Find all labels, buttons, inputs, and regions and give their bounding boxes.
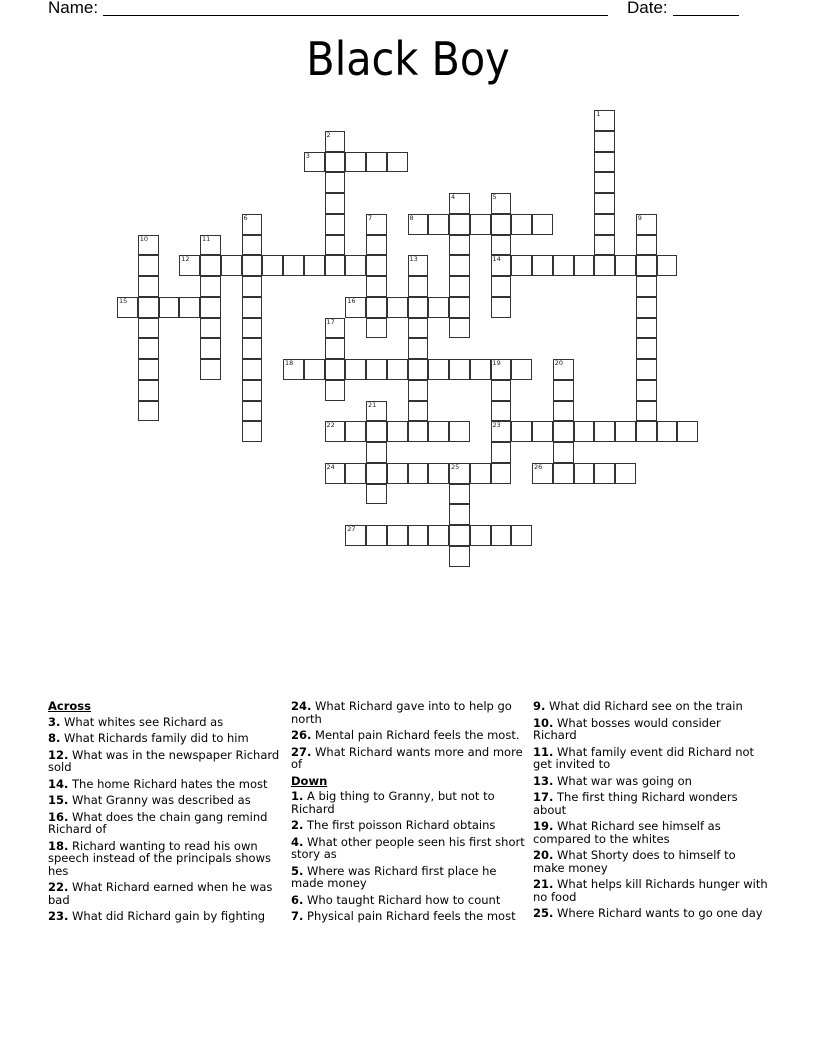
grid-cell[interactable] bbox=[636, 214, 657, 235]
grid-cell[interactable] bbox=[304, 255, 325, 276]
grid-cell[interactable] bbox=[428, 359, 449, 380]
grid-cell[interactable] bbox=[138, 380, 159, 401]
grid-cell[interactable] bbox=[325, 463, 346, 484]
clue-number-label: 1. bbox=[291, 789, 304, 803]
grid-cell[interactable] bbox=[532, 255, 553, 276]
grid-cell[interactable] bbox=[491, 463, 512, 484]
grid-cell[interactable] bbox=[553, 255, 574, 276]
grid-cell[interactable] bbox=[200, 297, 221, 318]
grid-cell[interactable] bbox=[657, 421, 678, 442]
grid-cell[interactable] bbox=[553, 442, 574, 463]
clue-item bbox=[533, 717, 768, 742]
grid-cell[interactable] bbox=[366, 442, 387, 463]
grid-cell[interactable] bbox=[138, 297, 159, 318]
clue-number-label: 11. bbox=[533, 744, 554, 759]
clue-number-label: 7. bbox=[291, 909, 304, 923]
clue-number: 24 bbox=[326, 462, 335, 471]
grid-cell[interactable] bbox=[511, 421, 532, 442]
clue-number: 25 bbox=[451, 462, 460, 471]
clues-column-2 bbox=[291, 700, 526, 927]
clue-text: Who taught Richard how to count bbox=[303, 892, 501, 907]
clue-number-label: 17. bbox=[533, 790, 554, 804]
grid-cell[interactable] bbox=[366, 214, 387, 235]
clue-number-label: 25. bbox=[533, 906, 554, 920]
clue-number-label: 5. bbox=[291, 863, 304, 878]
grid-cell[interactable] bbox=[138, 401, 159, 422]
grid-cell[interactable] bbox=[345, 297, 366, 318]
clue-text: What was in the newspaper Richard sold bbox=[48, 747, 280, 774]
clue-number: 2 bbox=[326, 130, 331, 139]
grid-cell[interactable] bbox=[594, 255, 615, 276]
grid-cell[interactable] bbox=[325, 172, 346, 193]
grid-cell[interactable] bbox=[366, 484, 387, 505]
clue-text: Where Richard wants to go one day bbox=[553, 906, 763, 920]
grid-cell[interactable] bbox=[677, 421, 698, 442]
grid-cell[interactable] bbox=[636, 297, 657, 318]
clue-text: The first thing Richard wonders about bbox=[533, 790, 738, 817]
clue-item bbox=[533, 746, 768, 771]
clue-number-label: 21. bbox=[533, 877, 554, 891]
grid-cell[interactable] bbox=[325, 318, 346, 339]
grid-cell[interactable] bbox=[449, 193, 470, 214]
grid-cell[interactable] bbox=[491, 297, 512, 318]
grid-cell[interactable] bbox=[449, 255, 470, 276]
grid-cell[interactable] bbox=[636, 421, 657, 442]
grid-cell[interactable] bbox=[428, 525, 449, 546]
grid-cell[interactable] bbox=[138, 235, 159, 256]
grid-cell[interactable] bbox=[449, 421, 470, 442]
grid-cell[interactable] bbox=[594, 421, 615, 442]
grid-cell[interactable] bbox=[491, 401, 512, 422]
across-heading: Across bbox=[48, 699, 91, 713]
clue-number-label: 14. bbox=[48, 776, 69, 791]
clue-text: Physical pain Richard feels the most bbox=[303, 909, 516, 923]
clue-item bbox=[48, 749, 283, 774]
clue-number: 16 bbox=[347, 296, 356, 305]
grid-cell[interactable] bbox=[594, 214, 615, 235]
grid-cell[interactable] bbox=[511, 525, 532, 546]
grid-cell[interactable] bbox=[242, 359, 263, 380]
grid-cell[interactable] bbox=[304, 152, 325, 173]
grid-cell[interactable] bbox=[242, 338, 263, 359]
grid-cell[interactable] bbox=[594, 152, 615, 173]
grid-cell[interactable] bbox=[408, 380, 429, 401]
grid-cell[interactable] bbox=[449, 359, 470, 380]
clue-item bbox=[291, 894, 526, 907]
grid-cell[interactable] bbox=[408, 421, 429, 442]
clue-number: 3 bbox=[305, 151, 310, 160]
grid-cell[interactable] bbox=[491, 193, 512, 214]
grid-cell[interactable] bbox=[408, 297, 429, 318]
grid-cell[interactable] bbox=[325, 255, 346, 276]
grid-cell[interactable] bbox=[657, 255, 678, 276]
clue-text: Mental pain Richard feels the most. bbox=[311, 728, 520, 742]
grid-cell[interactable] bbox=[138, 359, 159, 380]
grid-cell[interactable] bbox=[138, 255, 159, 276]
clue-number-label: 2. bbox=[291, 818, 304, 832]
clue-number: 11 bbox=[202, 234, 211, 243]
clue-number-label: 6. bbox=[291, 892, 304, 907]
grid-cell[interactable] bbox=[366, 318, 387, 339]
clue-number: 6 bbox=[243, 213, 248, 222]
clue-number: 21 bbox=[368, 400, 377, 409]
grid-cell[interactable] bbox=[574, 463, 595, 484]
grid-cell[interactable] bbox=[491, 359, 512, 380]
grid-cell[interactable] bbox=[449, 276, 470, 297]
clue-item bbox=[533, 907, 768, 920]
grid-cell[interactable] bbox=[242, 318, 263, 339]
clue-text: What Richard wants more and more of bbox=[291, 744, 523, 771]
grid-cell[interactable] bbox=[449, 297, 470, 318]
clues-column-1 bbox=[48, 700, 283, 927]
grid-cell[interactable] bbox=[345, 463, 366, 484]
grid-cell[interactable] bbox=[200, 338, 221, 359]
clue-number-label: 3. bbox=[48, 714, 61, 729]
grid-cell[interactable] bbox=[491, 525, 512, 546]
grid-cell[interactable] bbox=[242, 255, 263, 276]
grid-cell[interactable] bbox=[408, 338, 429, 359]
grid-cell[interactable] bbox=[449, 504, 470, 525]
grid-cell[interactable] bbox=[366, 255, 387, 276]
grid-cell[interactable] bbox=[242, 401, 263, 422]
clue-text: The home Richard hates the most bbox=[68, 776, 268, 791]
clue-number: 12 bbox=[181, 255, 190, 264]
grid-cell[interactable] bbox=[387, 421, 408, 442]
clue-item bbox=[291, 700, 526, 725]
grid-cell[interactable] bbox=[366, 401, 387, 422]
grid-cell[interactable] bbox=[636, 401, 657, 422]
clue-text: What Richards family did to him bbox=[60, 731, 249, 745]
name-label: Name: bbox=[48, 0, 99, 17]
grid-cell[interactable] bbox=[532, 421, 553, 442]
clue-number-label: 13. bbox=[533, 773, 554, 788]
grid-cell[interactable] bbox=[636, 359, 657, 380]
clue-item bbox=[291, 790, 526, 815]
date-label: Date: bbox=[627, 0, 668, 17]
grid-cell[interactable] bbox=[408, 255, 429, 276]
grid-cell[interactable] bbox=[449, 235, 470, 256]
grid-cell[interactable] bbox=[491, 235, 512, 256]
clue-item bbox=[533, 775, 768, 788]
grid-cell[interactable] bbox=[159, 297, 180, 318]
grid-cell[interactable] bbox=[200, 318, 221, 339]
clue-text: A big thing to Granny, but not to Richard bbox=[291, 789, 495, 816]
clue-item bbox=[533, 791, 768, 816]
clue-number-label: 20. bbox=[533, 848, 554, 862]
grid-cell[interactable] bbox=[366, 463, 387, 484]
grid-cell[interactable] bbox=[138, 276, 159, 297]
grid-cell[interactable] bbox=[325, 131, 346, 152]
grid-cell[interactable] bbox=[242, 380, 263, 401]
grid-cell[interactable] bbox=[283, 255, 304, 276]
grid-cell[interactable] bbox=[491, 214, 512, 235]
clue-item bbox=[533, 878, 768, 903]
grid-cell[interactable] bbox=[470, 214, 491, 235]
grid-cell[interactable] bbox=[449, 484, 470, 505]
grid-cell[interactable] bbox=[242, 297, 263, 318]
grid-cell[interactable] bbox=[200, 359, 221, 380]
grid-cell[interactable] bbox=[553, 463, 574, 484]
grid-cell[interactable] bbox=[325, 235, 346, 256]
clue-number-label: 15. bbox=[48, 793, 69, 807]
grid-cell[interactable] bbox=[594, 172, 615, 193]
clue-number: 23 bbox=[492, 421, 501, 430]
grid-cell[interactable] bbox=[387, 297, 408, 318]
grid-cell[interactable] bbox=[283, 359, 304, 380]
grid-cell[interactable] bbox=[574, 421, 595, 442]
grid-cell[interactable] bbox=[636, 235, 657, 256]
clue-item bbox=[48, 811, 283, 836]
grid-cell[interactable] bbox=[387, 525, 408, 546]
grid-cell[interactable] bbox=[221, 255, 242, 276]
grid-cell[interactable] bbox=[491, 255, 512, 276]
clue-number-label: 18. bbox=[48, 838, 69, 853]
grid-cell[interactable] bbox=[242, 235, 263, 256]
grid-cell[interactable] bbox=[262, 255, 283, 276]
clue-number-label: 26. bbox=[291, 728, 312, 742]
grid-cell[interactable] bbox=[636, 255, 657, 276]
grid-cell[interactable] bbox=[325, 380, 346, 401]
grid-cell[interactable] bbox=[491, 421, 512, 442]
grid-cell[interactable] bbox=[325, 193, 346, 214]
grid-cell[interactable] bbox=[366, 359, 387, 380]
grid-cell[interactable] bbox=[594, 235, 615, 256]
clues-column-3 bbox=[533, 700, 768, 924]
clue-item bbox=[48, 910, 283, 923]
clue-number-label: 4. bbox=[291, 834, 304, 849]
clue-number-label: 27. bbox=[291, 744, 312, 759]
grid-cell[interactable] bbox=[636, 276, 657, 297]
grid-cell[interactable] bbox=[345, 255, 366, 276]
grid-cell[interactable] bbox=[511, 255, 532, 276]
clue-number: 15 bbox=[119, 296, 128, 305]
clue-number: 22 bbox=[326, 421, 335, 430]
clue-text: The first poisson Richard obtains bbox=[303, 818, 496, 832]
clue-number: 1 bbox=[596, 110, 601, 118]
grid-cell[interactable] bbox=[200, 276, 221, 297]
clue-text: What Richard see himself as compared to the whites bbox=[533, 819, 721, 846]
clue-text: What Granny was described as bbox=[68, 793, 251, 807]
clue-text: What bosses would consider Richard bbox=[533, 715, 721, 742]
grid-cell[interactable] bbox=[345, 421, 366, 442]
clue-item bbox=[533, 849, 768, 874]
clue-item bbox=[48, 840, 283, 878]
clue-text: What Richard gave into to help go north bbox=[291, 699, 512, 726]
grid-cell[interactable] bbox=[449, 463, 470, 484]
grid-cell[interactable] bbox=[366, 235, 387, 256]
clue-number-label: 16. bbox=[48, 809, 69, 824]
clue-number-label: 23. bbox=[48, 909, 69, 923]
grid-cell[interactable] bbox=[428, 297, 449, 318]
grid-cell[interactable] bbox=[408, 318, 429, 339]
clue-item bbox=[291, 836, 526, 861]
clue-number: 20 bbox=[554, 359, 564, 367]
clue-number: 14 bbox=[492, 255, 501, 264]
grid-cell[interactable] bbox=[553, 421, 574, 442]
clue-number: 9 bbox=[637, 213, 642, 222]
grid-cell[interactable] bbox=[615, 463, 636, 484]
grid-cell[interactable] bbox=[345, 359, 366, 380]
clue-number-label: 22. bbox=[48, 880, 69, 894]
grid-cell[interactable] bbox=[449, 318, 470, 339]
clue-number-label: 24. bbox=[291, 699, 312, 713]
clue-item bbox=[291, 729, 526, 742]
clue-number: 17 bbox=[326, 317, 335, 326]
grid-cell[interactable] bbox=[636, 338, 657, 359]
clue-number-label: 9. bbox=[533, 699, 546, 713]
grid-cell[interactable] bbox=[387, 463, 408, 484]
grid-cell[interactable] bbox=[428, 463, 449, 484]
grid-cell[interactable] bbox=[366, 421, 387, 442]
grid-cell[interactable] bbox=[594, 110, 615, 131]
grid-cell[interactable] bbox=[408, 463, 429, 484]
grid-cell[interactable] bbox=[532, 214, 553, 235]
clue-item bbox=[291, 865, 526, 890]
grid-cell[interactable] bbox=[553, 359, 574, 380]
clue-item bbox=[48, 881, 283, 906]
clue-number-label: 8. bbox=[48, 731, 61, 745]
grid-cell[interactable] bbox=[449, 214, 470, 235]
clue-text: What other people seen his first short story as bbox=[291, 834, 525, 861]
grid-cell[interactable] bbox=[491, 442, 512, 463]
grid-cell[interactable] bbox=[325, 152, 346, 173]
clue-number: 19 bbox=[492, 359, 501, 367]
clue-number: 13 bbox=[409, 255, 418, 264]
clue-item bbox=[48, 732, 283, 745]
clue-number: 10 bbox=[139, 234, 149, 243]
grid-cell[interactable] bbox=[428, 421, 449, 442]
clue-number: 7 bbox=[368, 213, 373, 222]
clue-text: What war was going on bbox=[553, 773, 692, 788]
grid-cell[interactable] bbox=[615, 421, 636, 442]
grid-cell[interactable] bbox=[138, 318, 159, 339]
grid-cell[interactable] bbox=[387, 152, 408, 173]
down-heading: Down bbox=[291, 773, 328, 788]
grid-cell[interactable] bbox=[408, 276, 429, 297]
clue-item bbox=[533, 700, 768, 713]
grid-cell[interactable] bbox=[408, 359, 429, 380]
grid-cell[interactable] bbox=[242, 276, 263, 297]
clue-text: What Richard earned when he was bad bbox=[48, 880, 273, 907]
clue-text: What Shorty does to himself to make money bbox=[533, 848, 736, 875]
grid-cell[interactable] bbox=[449, 546, 470, 567]
grid-cell[interactable] bbox=[325, 421, 346, 442]
page-title: Black Boy bbox=[306, 32, 510, 86]
grid-cell[interactable] bbox=[117, 297, 138, 318]
grid-cell[interactable] bbox=[325, 359, 346, 380]
grid-cell[interactable] bbox=[408, 401, 429, 422]
clue-text: What whites see Richard as bbox=[60, 714, 224, 729]
clue-text: What did Richard gain by fighting bbox=[68, 909, 266, 923]
grid-cell[interactable] bbox=[491, 380, 512, 401]
grid-cell[interactable] bbox=[449, 525, 470, 546]
grid-cell[interactable] bbox=[511, 359, 532, 380]
grid-cell[interactable] bbox=[366, 297, 387, 318]
clue-item bbox=[291, 819, 526, 832]
grid-cell[interactable] bbox=[325, 214, 346, 235]
grid-cell[interactable] bbox=[594, 463, 615, 484]
grid-cell[interactable] bbox=[553, 380, 574, 401]
clue-text: Where was Richard first place he made money bbox=[291, 863, 497, 890]
grid-cell[interactable] bbox=[574, 255, 595, 276]
grid-cell[interactable] bbox=[179, 255, 200, 276]
grid-cell[interactable] bbox=[470, 525, 491, 546]
grid-cell[interactable] bbox=[511, 214, 532, 235]
grid-cell[interactable] bbox=[138, 338, 159, 359]
clue-number: 8 bbox=[409, 213, 414, 222]
clue-number: 26 bbox=[534, 462, 543, 471]
clue-number: 27 bbox=[347, 525, 356, 533]
grid-cell[interactable] bbox=[366, 276, 387, 297]
clue-item bbox=[48, 716, 283, 729]
clue-number: 4 bbox=[451, 193, 456, 201]
clue-text: Richard wanting to read his own speech instead of the principals shows hes bbox=[48, 838, 271, 878]
grid-cell[interactable] bbox=[387, 359, 408, 380]
grid-cell[interactable] bbox=[366, 525, 387, 546]
clue-text: What helps kill Richards hunger with no food bbox=[533, 877, 768, 904]
clue-item bbox=[291, 910, 526, 923]
grid-cell[interactable] bbox=[242, 214, 263, 235]
clue-number-label: 10. bbox=[533, 715, 554, 730]
grid-cell[interactable] bbox=[408, 525, 429, 546]
clue-item bbox=[533, 820, 768, 845]
grid-cell[interactable] bbox=[200, 255, 221, 276]
grid-cell[interactable] bbox=[594, 131, 615, 152]
clue-number-label: 19. bbox=[533, 819, 554, 833]
grid-cell[interactable] bbox=[366, 152, 387, 173]
clue-item bbox=[48, 778, 283, 791]
grid-cell[interactable] bbox=[408, 214, 429, 235]
clue-number-label: 12. bbox=[48, 747, 69, 762]
clue-item bbox=[48, 794, 283, 807]
grid-cell[interactable] bbox=[345, 525, 366, 546]
grid-cell[interactable] bbox=[532, 463, 553, 484]
grid-cell[interactable] bbox=[325, 338, 346, 359]
grid-cell[interactable] bbox=[345, 152, 366, 173]
grid-cell[interactable] bbox=[200, 235, 221, 256]
grid-cell[interactable] bbox=[553, 401, 574, 422]
grid-cell[interactable] bbox=[304, 359, 325, 380]
grid-cell[interactable] bbox=[491, 276, 512, 297]
grid-cell[interactable] bbox=[636, 318, 657, 339]
grid-cell[interactable] bbox=[428, 214, 449, 235]
grid-cell[interactable] bbox=[470, 359, 491, 380]
grid-cell[interactable] bbox=[594, 193, 615, 214]
clue-text: What family event did Richard not get invited to bbox=[533, 744, 755, 771]
grid-cell[interactable] bbox=[242, 421, 263, 442]
grid-cell[interactable] bbox=[636, 380, 657, 401]
grid-cell[interactable] bbox=[470, 463, 491, 484]
clue-text: What did Richard see on the train bbox=[545, 699, 743, 713]
clue-text: What does the chain gang remind Richard of bbox=[48, 809, 268, 836]
clue-item bbox=[291, 746, 526, 771]
grid-cell[interactable] bbox=[179, 297, 200, 318]
clue-number: 18 bbox=[285, 359, 294, 367]
grid-cell[interactable] bbox=[615, 255, 636, 276]
clue-number: 5 bbox=[492, 193, 497, 201]
